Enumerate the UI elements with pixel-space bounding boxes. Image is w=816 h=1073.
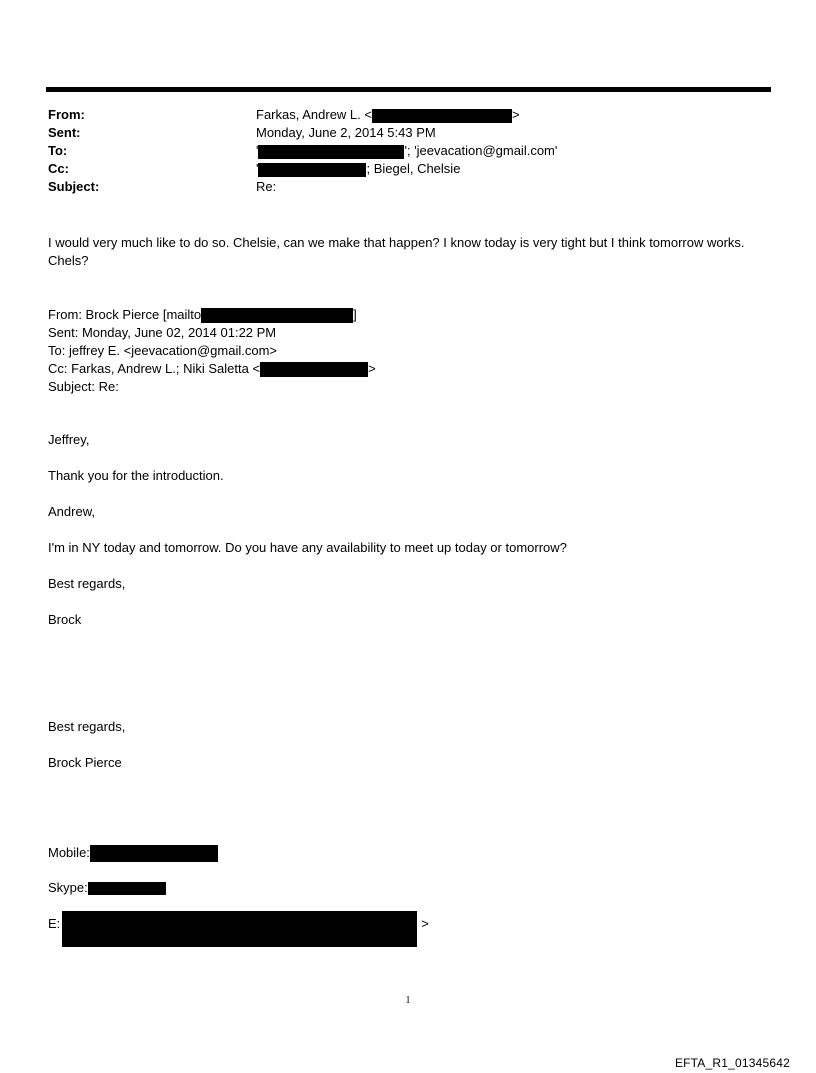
quoted-cc-prefix: Cc: Farkas, Andrew L.; Niki Saletta < <box>48 361 261 376</box>
signature-name-1: Brock <box>48 612 82 627</box>
to-label: To: <box>48 143 68 158</box>
sent-row <box>48 124 748 142</box>
from-label: From: <box>48 107 85 122</box>
redaction-email <box>62 911 417 947</box>
to-row <box>48 142 748 160</box>
redaction-from-email <box>372 109 512 123</box>
subject-label: Subject: <box>48 179 100 194</box>
redaction-quoted-cc <box>260 362 368 377</box>
mobile-label: Mobile: <box>48 845 90 860</box>
redaction-skype <box>88 882 166 895</box>
quoted-from <box>48 306 357 324</box>
email-suffix: > <box>421 916 429 931</box>
message-body: I'm in NY today and tomorrow. Do you have any availability to meet up today or tomorrow? <box>48 540 567 555</box>
from-value <box>256 106 520 124</box>
header-rule <box>46 87 771 92</box>
quoted-cc-suffix: > <box>368 361 376 376</box>
regards-2: Best regards, <box>48 719 126 734</box>
regards-1: Best regards, <box>48 576 126 591</box>
reply-body: I would very much like to do so. Chelsie, can we make that happen? I know today is very tight but I think tomorrow works. Chels? <box>48 235 745 268</box>
sent-label: Sent: <box>48 125 81 140</box>
email-label: E: <box>48 916 61 931</box>
email-header <box>48 106 748 196</box>
redaction-to <box>258 145 404 159</box>
cc-label: Cc: <box>48 161 69 176</box>
skype-line <box>48 879 166 897</box>
skype-label: Skype: <box>48 880 88 895</box>
quoted-from-suffix: ] <box>353 307 357 322</box>
quoted-subject: Subject: Re: <box>48 379 119 394</box>
cc-suffix: ; Biegel, Chelsie <box>366 161 461 176</box>
page-number: 1 <box>405 995 411 1006</box>
quoted-to: To: jeffrey E. <jeevacation@gmail.com> <box>48 343 278 358</box>
document-id: EFTA_R1_01345642 <box>674 1056 790 1070</box>
cc-value <box>256 160 460 178</box>
thanks-line: Thank you for the introduction. <box>48 468 224 483</box>
from-suffix: > <box>511 107 520 122</box>
cc-prefix: ' <box>256 161 259 176</box>
signature-name-2: Brock Pierce <box>48 755 122 770</box>
from-prefix: Farkas, Andrew L. < <box>256 107 372 122</box>
cc-row <box>48 160 748 178</box>
quoted-cc <box>48 360 376 378</box>
to-value <box>256 142 557 160</box>
to-prefix: ' <box>256 143 259 158</box>
sent-value: Monday, June 2, 2014 5:43 PM <box>256 125 436 140</box>
andrew-line: Andrew, <box>48 504 95 519</box>
redaction-quoted-from <box>201 308 353 323</box>
redaction-mobile <box>90 845 218 862</box>
quoted-from-prefix: From: Brock Pierce [mailto <box>48 307 202 322</box>
from-row <box>48 106 748 124</box>
to-suffix: '; 'jeevacation@gmail.com' <box>404 143 558 158</box>
mobile-line <box>48 844 218 862</box>
redaction-cc <box>258 163 366 177</box>
greeting: Jeffrey, <box>48 432 90 447</box>
quoted-sent: Sent: Monday, June 02, 2014 01:22 PM <box>48 325 277 340</box>
subject-row <box>48 178 748 196</box>
subject-value: Re: <box>256 179 277 194</box>
